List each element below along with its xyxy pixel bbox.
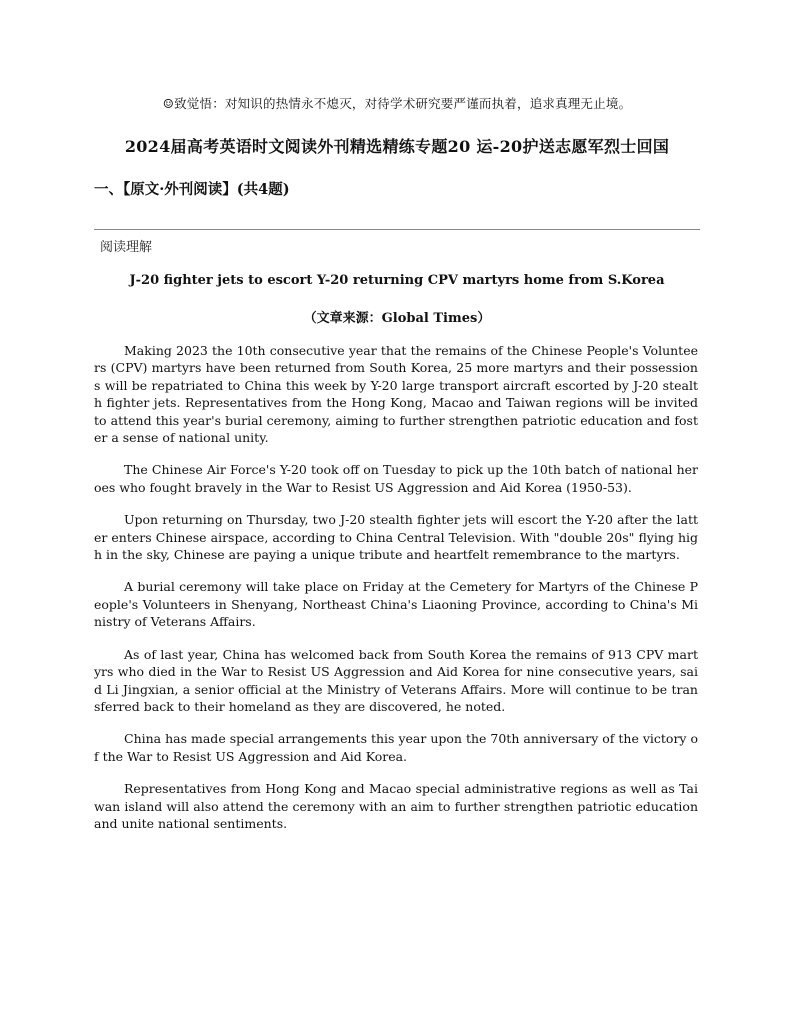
article-paragraph: A burial ceremony will take place on Friday at the Cemetery for Martyrs of the Chinese People's Volunteers in Shenyang, Northeast China's Liaoning Province, according to China's Ministry of Veterans Affairs. xyxy=(94,579,698,630)
article-title: J-20 fighter jets to escort Y-20 returning CPV martyrs home from S.Korea xyxy=(129,273,665,288)
article-paragraph: Upon returning on Thursday, two J-20 stealth fighter jets will escort the Y-20 after the latter enters Chinese airspace, according to China Central Television. With "double 20s" flying high in the sky, Chinese are paying a unique tribute and heartfelt remembrance to the martyrs. xyxy=(94,512,698,563)
article-paragraph: Making 2023 the 10th consecutive year that the remains of the Chinese People's Volunteers (CPV) martyrs have been returned from South Korea, 25 more martyrs and their possessions will be repatriated to China this week by Y-20 large transport aircraft escorted by J-20 stealth fighter jets. Representatives from the Hong Kong, Macao and Taiwan regions will be invited to attend this year's burial ceremony, aiming to further strengthen patriotic education and foster a sense of national unity. xyxy=(94,343,698,446)
document-title: 2024届高考英语时文阅读外刊精选精练专题20 运-20护送志愿军烈士回国 xyxy=(124,137,670,156)
article-paragraph: The Chinese Air Force's Y-20 took off on Tuesday to pick up the 10th batch of national heroes who fought bravely in the War to Resist US Aggression and Aid Korea (1950-53). xyxy=(94,462,698,495)
article-body xyxy=(94,342,698,847)
article-paragraph: China has made special arrangements this year upon the 70th anniversary of the victory of the War to Resist US Aggression and Aid Korea. xyxy=(94,731,698,764)
horizontal-divider xyxy=(94,229,700,230)
motto-line: ☺致觉悟：对知识的热情永不熄灭，对待学术研究要严谨而执着，追求真理无止境。 xyxy=(162,96,632,111)
article-paragraph: As of last year, China has welcomed back from South Korea the remains of 913 CPV martyrs who died in the War to Resist US Aggression and Aid Korea for nine consecutive years, said Li Jingxian, a senior official at the Ministry of Veterans Affairs. More will continue to be transferred back to their homeland as they are discovered, he noted. xyxy=(94,646,698,714)
section-heading: 一、【原文·外刊阅读】(共4题) xyxy=(94,181,290,198)
article-source: （文章来源：Global Times） xyxy=(303,311,491,326)
article-paragraph: Representatives from Hong Kong and Macao special administrative regions as well as Taiwan island will also attend the ceremony with an aim to further strengthen patriotic education and unite national sentiments. xyxy=(94,781,698,831)
reading-comprehension-label: 阅读理解 xyxy=(100,240,153,255)
